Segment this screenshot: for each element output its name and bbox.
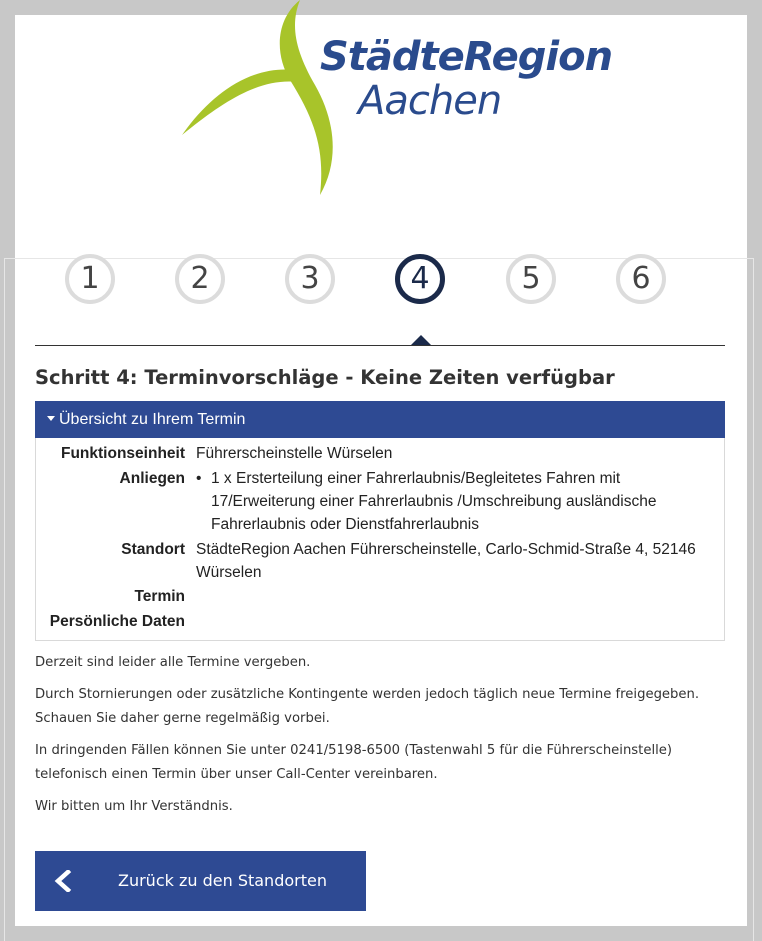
step-6[interactable]: 6 [616,254,666,304]
logo-text-line1: StädteRegion [320,34,613,80]
label-standort: Standort [121,541,185,558]
logo-swoosh-icon [180,0,380,200]
message-no-appointments: Derzeit sind leider alle Termine vergeben. [35,655,311,670]
step-divider [35,345,725,346]
staedteregion-logo[interactable] [180,0,613,200]
step-2[interactable]: 2 [175,254,225,304]
message-thanks: Wir bitten um Ihr Verständnis. [35,799,233,814]
label-anliegen: Anliegen [119,470,185,487]
back-button-label: Zurück zu den Standorten [118,871,327,890]
appointment-overview-panel [35,401,725,641]
active-step-caret-icon [411,335,431,345]
overview-panel-title: Übersicht zu Ihrem Termin [59,411,246,428]
bullet-icon: • [196,470,202,487]
message-call-center: In dringenden Fällen können Sie unter 0241/5198-6500 (Tastenwahl 5 für die Führerscheinstelle) telefonisch einen Termin über unser Call-Center vereinbaren. [35,743,673,782]
label-termin: Termin [134,588,185,605]
label-funktionseinheit: Funktionseinheit [61,445,185,462]
message-cancellations: Durch Stornierungen oder zusätzliche Kontingente werden jedoch täglich neue Termine freigegeben. Schauen Sie daher gerne regelmäßig vorbei. [35,687,700,726]
overview-panel-toggle[interactable] [35,401,725,438]
anliegen-text: 1 x Ersterteilung einer Fahrerlaubnis/Begleitetes Fahren mit 17/Erweiterung einer Fahrerlaubnis /Umschreibung ausländische Fahrerlaubnis oder Dienstfahrerlaubnis [211,470,657,533]
chevron-left-icon [53,870,73,892]
label-persoenliche-daten: Persönliche Daten [49,613,185,630]
step-indicator [65,254,685,306]
step-3[interactable]: 3 [285,254,335,304]
value-standort: StädteRegion Aachen Führerscheinstelle, Carlo-Schmid-Straße 4, 52146 Würselen [196,541,696,581]
caret-down-icon [47,416,55,421]
logo-text-line2: Aachen [358,78,502,124]
back-to-locations-button[interactable] [35,851,366,911]
value-funktionseinheit: Führerscheinstelle Würselen [196,445,393,462]
page-title: Schritt 4: Terminvorschläge - Keine Zeiten verfügbar [35,366,615,389]
step-5[interactable]: 5 [506,254,556,304]
step-4-active[interactable]: 4 [395,254,445,304]
step-1[interactable]: 1 [65,254,115,304]
